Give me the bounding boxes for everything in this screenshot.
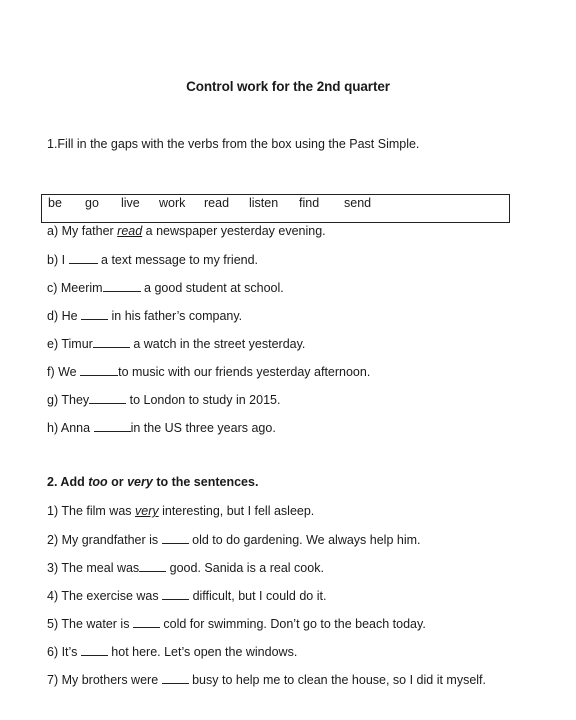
task2-sentence-6: 6) It’s hot here. Let’s open the windows. xyxy=(47,645,298,659)
task1-sentence-g: g) They to London to study in 2015. xyxy=(47,393,281,407)
answer-blank[interactable] xyxy=(139,560,166,572)
task2-heading: 2. Add too or very to the sentences. xyxy=(47,475,259,489)
box-word: listen xyxy=(249,196,279,210)
answer-blank[interactable] xyxy=(89,392,126,404)
answer-blank[interactable] xyxy=(81,308,108,320)
task2-sentence-1: 1) The film was very interesting, but I fell asleep. xyxy=(47,504,315,518)
box-word: live xyxy=(121,196,140,210)
task1-sentence-a: a) My father read a newspaper yesterday evening. xyxy=(47,224,326,238)
answer-blank[interactable] xyxy=(162,588,189,600)
task1-sentence-e: e) Timur a watch in the street yesterday. xyxy=(47,337,306,351)
answer-blank[interactable] xyxy=(93,336,130,348)
box-word: be xyxy=(48,196,62,210)
task2-sentence-2: 2) My grandfather is old to do gardening. We always help him. xyxy=(47,533,421,547)
page-title: Control work for the 2nd quarter xyxy=(186,79,390,94)
task1-sentence-c: c) Meerim a good student at school. xyxy=(47,281,284,295)
box-word: send xyxy=(344,196,372,210)
answer-blank[interactable] xyxy=(133,616,160,628)
box-word: find xyxy=(299,196,320,210)
task1-sentence-d: d) He in his father’s company. xyxy=(47,309,243,323)
task1-sentence-f: f) We to music with our friends yesterday afternoon. xyxy=(47,365,371,379)
task2-sentence-3: 3) The meal was good. Sanida is a real cook. xyxy=(47,561,324,575)
task1-heading: 1.Fill in the gaps with the verbs from the box using the Past Simple. xyxy=(47,137,420,151)
answer-blank[interactable] xyxy=(103,280,141,292)
verb-box xyxy=(41,194,510,223)
answer-blank[interactable] xyxy=(69,252,98,264)
task2-sentence-4: 4) The exercise was difficult, but I could do it. xyxy=(47,589,327,603)
task2-sentence-5: 5) The water is cold for swimming. Don’t go to the beach today. xyxy=(47,617,426,631)
filled-answer: very xyxy=(135,504,159,518)
answer-blank[interactable] xyxy=(162,672,189,684)
task1-sentence-h: h) Anna in the US three years ago. xyxy=(47,421,276,435)
answer-blank[interactable] xyxy=(81,644,108,656)
box-word: go xyxy=(85,196,99,210)
box-word: work xyxy=(159,196,186,210)
answer-blank[interactable] xyxy=(162,532,189,544)
answer-blank[interactable] xyxy=(94,420,131,432)
filled-answer: read xyxy=(117,224,143,238)
task2-sentence-7: 7) My brothers were busy to help me to clean the house, so I did it myself. xyxy=(47,673,487,687)
box-word: read xyxy=(204,196,230,210)
task1-sentence-b: b) I a text message to my friend. xyxy=(47,253,259,267)
answer-blank[interactable] xyxy=(80,364,118,376)
